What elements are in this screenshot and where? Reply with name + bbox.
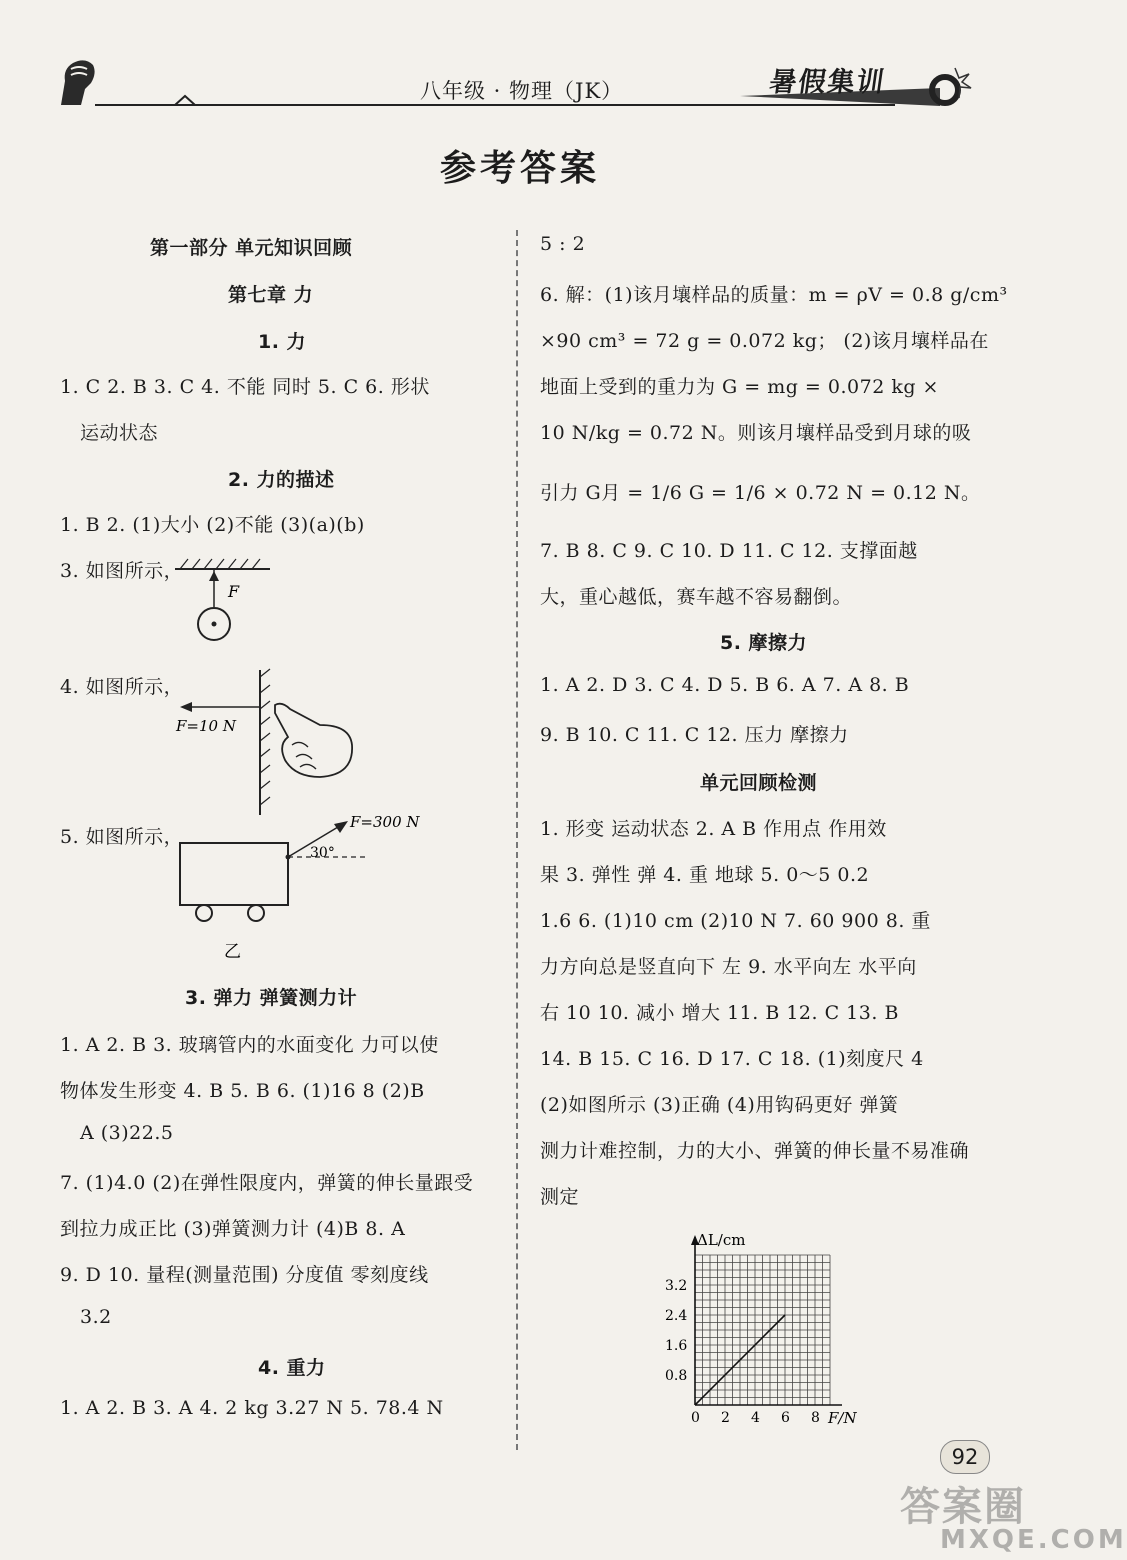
fist-icon	[55, 55, 99, 107]
ring-icon	[925, 60, 975, 110]
figure-hand-wall	[170, 665, 370, 825]
answer-line: 1. B 2. (1)大小 (2)不能 (3)(a)(b)	[60, 514, 365, 536]
answer-line: 1. C 2. B 3. C 4. 不能 同时 5. C 6. 形状	[60, 376, 430, 398]
answer-line: 6. 解：(1)该月壤样品的质量：m = ρV = 0.8 g/cm³	[540, 284, 1008, 306]
section-heading-2: 2. 力的描述	[228, 469, 335, 491]
chapter-heading: 第七章 力	[228, 284, 314, 306]
x-tick-label: 6	[781, 1410, 790, 1426]
section-heading-5: 5. 摩擦力	[720, 632, 808, 654]
section-heading-4: 4. 重力	[258, 1357, 326, 1379]
answer-line: ×90 cm³ = 72 g = 0.072 kg； (2)该月壤样品在	[540, 330, 989, 352]
chart-ylabel: ΔL/cm	[697, 1231, 746, 1249]
fig3-force-label: F	[228, 582, 240, 601]
answer-line: A (3)22.5	[80, 1122, 174, 1144]
answer-line: 大，重心越低，赛车越不容易翻倒。	[540, 586, 853, 608]
section-heading-1: 1. 力	[258, 331, 307, 353]
answer-line: 1.6 6. (1)10 cm (2)10 N 7. 60 900 8. 重	[540, 910, 931, 932]
fig5-force-label: F=300 N	[350, 813, 420, 831]
extension-force-chart	[650, 1225, 880, 1425]
answer-line: 5 : 2	[540, 233, 586, 255]
page-number: 92	[940, 1440, 990, 1474]
column-divider	[516, 230, 518, 1450]
answer-line: 1. A 2. B 3. 玻璃管内的水面变化 力可以使	[60, 1034, 439, 1056]
answer-line: 测定	[540, 1186, 580, 1208]
answer-line: 5. 如图所示，	[60, 826, 184, 848]
watermark-url: MXQE.COM	[940, 1525, 1127, 1555]
x-tick-label: 0	[691, 1410, 700, 1426]
answer-line: 运动状态	[80, 422, 159, 444]
part-heading: 第一部分 单元知识回顾	[150, 237, 353, 259]
answer-line: 物体发生形变 4. B 5. B 6. (1)16 8 (2)B	[60, 1080, 425, 1102]
figure-hanging-ball	[170, 555, 280, 660]
page-header	[0, 0, 1080, 125]
answer-line: 右 10 10. 减小 增大 11. B 12. C 13. B	[540, 1002, 899, 1024]
answer-line: 1. 形变 运动状态 2. A B 作用点 作用效	[540, 818, 887, 840]
answer-line: 果 3. 弹性 弹 4. 重 地球 5. 0～5 0.2	[540, 864, 870, 886]
answer-line: 7. B 8. C 9. C 10. D 11. C 12. 支撑面越	[540, 540, 918, 562]
answer-line: 4. 如图所示，	[60, 676, 184, 698]
x-tick-label: 2	[721, 1410, 730, 1426]
answer-line: 9. D 10. 量程(测量范围) 分度值 零刻度线	[60, 1264, 429, 1286]
header-caption: 八年级 · 物理（JK）	[420, 79, 624, 103]
answer-line: 14. B 15. C 16. D 17. C 18. (1)刻度尺 4	[540, 1048, 924, 1070]
answer-line: 地面上受到的重力为 G = mg = 0.072 kg ×	[540, 376, 939, 398]
y-tick-label: 1.6	[665, 1338, 688, 1354]
chart-xlabel: F/N	[828, 1409, 857, 1427]
answer-line: 到拉力成正比 (3)弹簧测力计 (4)B 8. A	[60, 1218, 406, 1240]
y-tick-label: 2.4	[665, 1308, 688, 1324]
fig4-force-label: F=10 N	[176, 717, 236, 735]
y-tick-label: 3.2	[665, 1278, 688, 1294]
answer-line: 1. A 2. B 3. A 4. 2 kg 3.27 N 5. 78.4 N	[60, 1397, 444, 1419]
answer-line: 引力 G月 = 1/6 G = 1/6 × 0.72 N = 0.12 N。	[540, 482, 981, 504]
answer-line: 7. (1)4.0 (2)在弹性限度内，弹簧的伸长量跟受	[60, 1172, 474, 1194]
header-brand: 暑假集训	[767, 67, 888, 98]
fig5-caption: 乙	[224, 942, 241, 962]
x-tick-label: 4	[751, 1410, 760, 1426]
header-notch	[175, 94, 195, 106]
answer-line: 力方向总是竖直向下 左 9. 水平向左 水平向	[540, 956, 917, 978]
answer-line: 测力计难控制，力的大小、弹簧的伸长量不易准确	[540, 1140, 970, 1162]
watermark-logo: 答案圈	[900, 1484, 1026, 1530]
chart-grid	[695, 1255, 830, 1405]
figure-cart	[170, 805, 430, 965]
fig5-angle-label: 30°	[310, 845, 335, 861]
answer-line: (2)如图所示 (3)正确 (4)用钩码更好 弹簧	[540, 1094, 899, 1116]
answer-line: 9. B 10. C 11. C 12. 压力 摩擦力	[540, 724, 849, 746]
answer-line: 1. A 2. D 3. C 4. D 5. B 6. A 7. A 8. B	[540, 674, 910, 696]
x-tick-label: 8	[811, 1410, 820, 1426]
unit-review-heading: 单元回顾检测	[700, 772, 818, 794]
y-tick-label: 0.8	[665, 1368, 688, 1384]
answer-line: 3. 如图所示，	[60, 560, 184, 582]
section-heading-3: 3. 弹力 弹簧测力计	[185, 987, 358, 1009]
answer-line: 10 N/kg = 0.72 N。则该月壤样品受到月球的吸	[540, 422, 972, 444]
chart-axes	[691, 1235, 842, 1405]
page-title: 参考答案	[439, 148, 600, 189]
answer-line: 3.2	[80, 1306, 112, 1328]
